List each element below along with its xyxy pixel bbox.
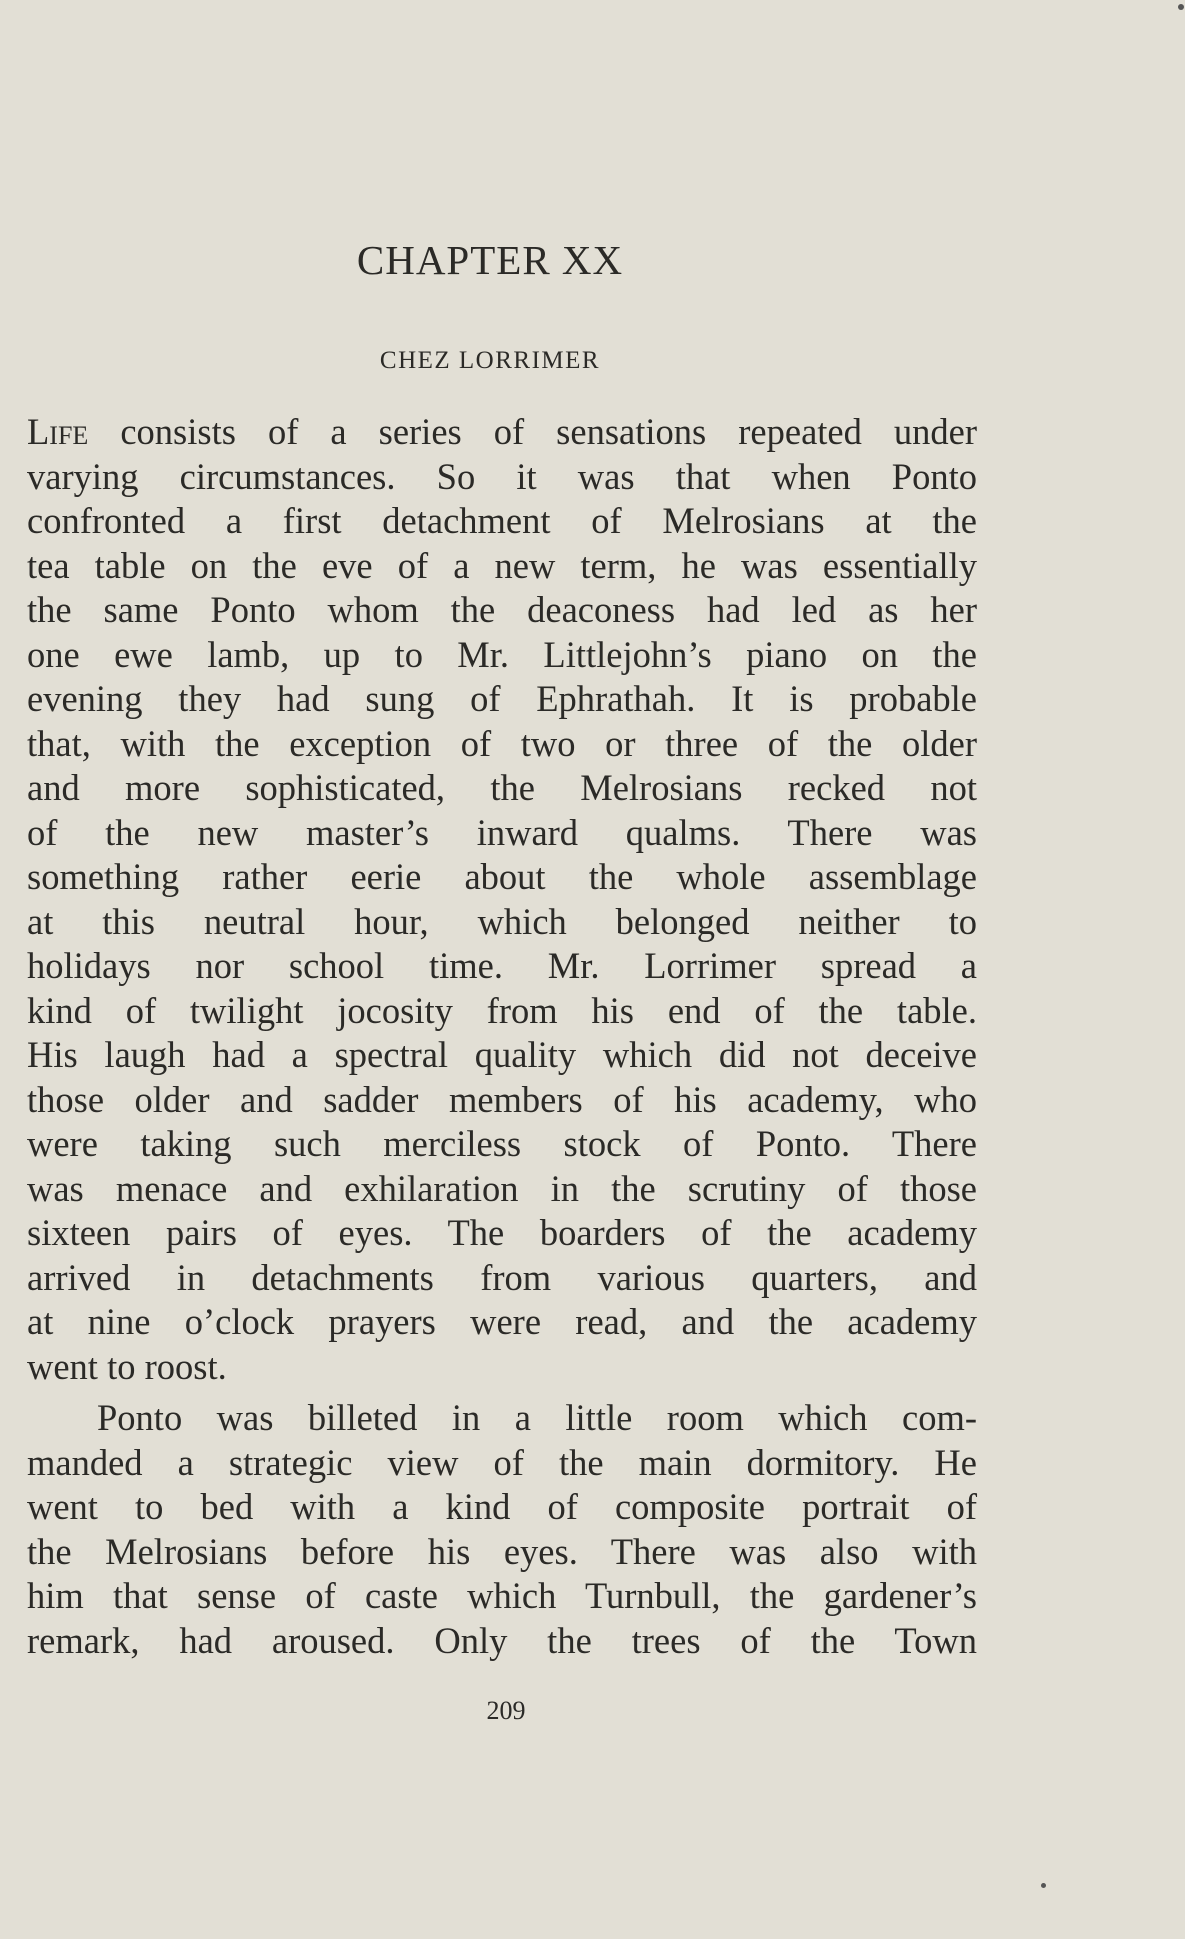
chapter-title: CHEZ LORRIMER <box>379 347 601 374</box>
text-line: that, with the exception of two or three of the older <box>27 722 977 764</box>
text-line: at this neutral hour, which belonged neither to <box>27 900 977 942</box>
text-line: remark, had aroused. Only the trees of the Town <box>27 1619 977 1661</box>
text-line: went to bed with a kind of composite portrait of <box>27 1486 977 1527</box>
text-line: tea table on the eve of a new term, he was essentially <box>27 544 977 586</box>
text-line: holidays nor school time. Mr. Lorrimer spread a <box>27 945 977 986</box>
text-line: was menace and exhilaration in the scrutiny of those <box>27 1167 977 1209</box>
text-line: Ponto was billeted in a little room which com- <box>97 1397 977 1438</box>
text-line: arrived in detachments from various quarters, and <box>27 1256 977 1298</box>
speck-mark <box>1178 4 1184 10</box>
chapter-number: CHAPTER XX <box>356 237 624 283</box>
text-line: Life consists of a series of sensations repeated under <box>27 411 977 452</box>
page-number: 209 <box>486 1696 526 1725</box>
text-line: him that sense of caste which Turnbull, the gardener’s <box>27 1575 977 1616</box>
text-line: those older and sadder members of his academy, who <box>27 1078 977 1120</box>
paragraph-2 <box>27 1396 977 1663</box>
text-line: something rather eerie about the whole assemblage <box>27 856 977 897</box>
text-line: varying circumstances. So it was that when Ponto <box>27 455 977 497</box>
text-line: at nine o’clock prayers were read, and the academy <box>27 1301 977 1342</box>
text-line: went to roost. <box>27 1345 227 1387</box>
speck-mark <box>1041 1883 1046 1888</box>
text-line: and more sophisticated, the Melrosians recked not <box>27 767 977 808</box>
body-text <box>27 410 977 1663</box>
text-line: kind of twilight jocosity from his end of the table. <box>27 989 977 1031</box>
text-line: sixteen pairs of eyes. The boarders of the academy <box>27 1212 977 1253</box>
text-line: of the new master’s inward qualms. There was <box>27 811 977 853</box>
text-line: His laugh had a spectral quality which did not deceive <box>27 1034 977 1075</box>
text-line: confronted a first detachment of Melrosians at the <box>27 500 977 541</box>
text-line: the same Ponto whom the deaconess had led as her <box>27 589 977 630</box>
opening-word: Life <box>27 411 89 452</box>
text-line: manded a strategic view of the main dormitory. He <box>27 1441 977 1483</box>
paragraph-1 <box>27 410 977 1389</box>
text-line: evening they had sung of Ephrathah. It is probable <box>27 678 977 719</box>
text-line: one ewe lamb, up to Mr. Littlejohn’s piano on the <box>27 633 977 675</box>
text-line: were taking such merciless stock of Ponto. There <box>27 1123 977 1164</box>
text-line: the Melrosians before his eyes. There was also with <box>27 1530 977 1572</box>
